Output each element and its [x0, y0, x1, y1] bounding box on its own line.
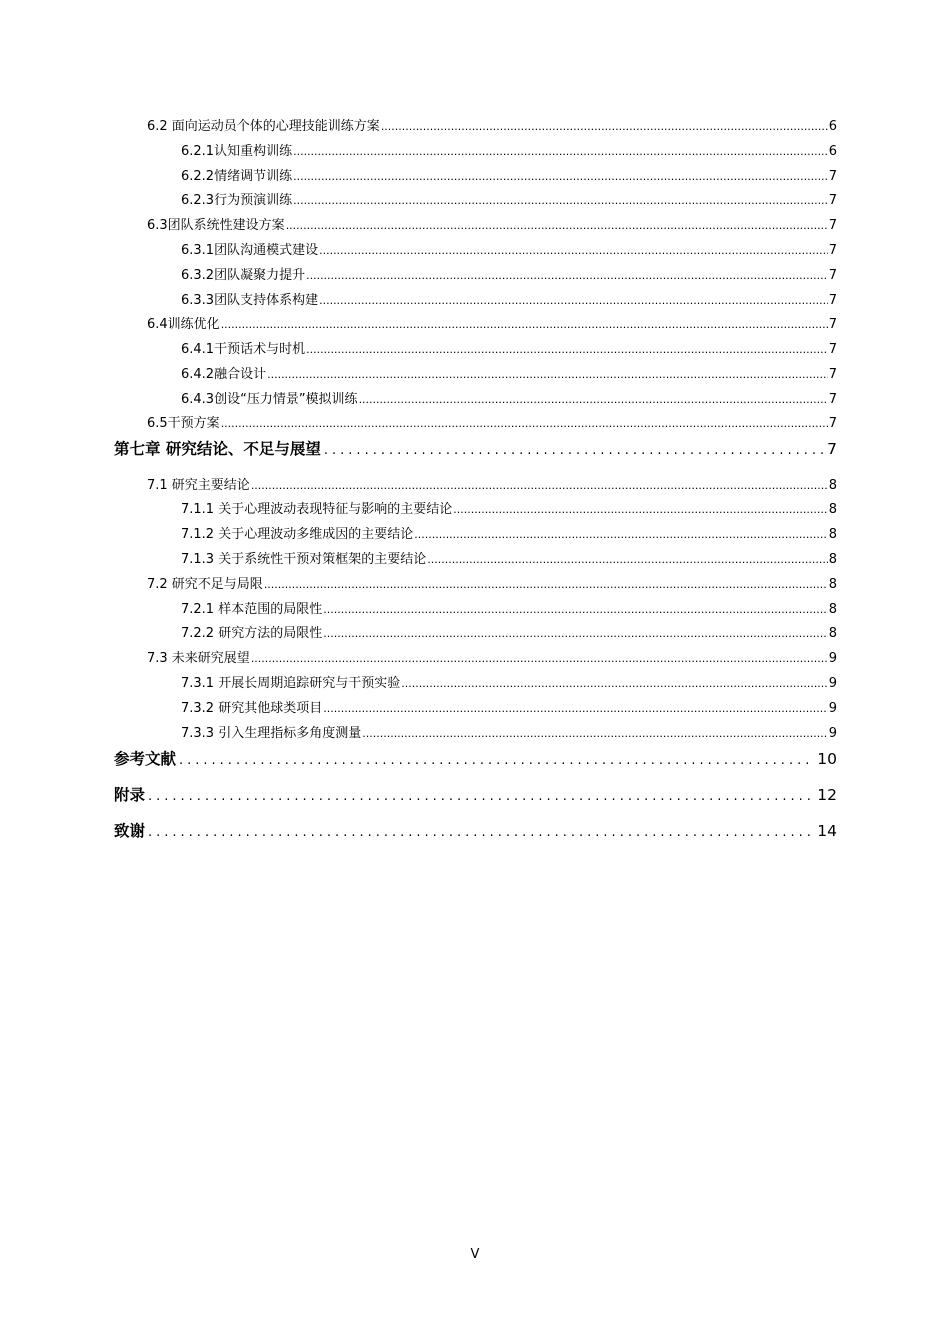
- toc-entry-page: 8: [828, 577, 837, 592]
- toc-entry[interactable]: [147, 479, 837, 492]
- toc-entry-page: 7: [828, 416, 837, 431]
- toc-entry-page: 8: [828, 478, 837, 493]
- toc-entry[interactable]: [181, 677, 837, 690]
- toc-entry[interactable]: [181, 727, 837, 740]
- toc-dot-leader: [293, 146, 828, 157]
- toc-entry-page: 9: [828, 701, 837, 716]
- toc-entry[interactable]: [147, 120, 837, 133]
- toc-entry-title: 6.3团队系统性建设方案: [147, 218, 285, 233]
- toc-entry[interactable]: [181, 343, 837, 356]
- toc-dot-leader: [293, 195, 828, 206]
- toc-entry-page: 8: [828, 502, 837, 517]
- toc-entry[interactable]: [181, 269, 837, 282]
- toc-entry-title: 6.2.1认知重构训练: [181, 144, 293, 159]
- toc-entry-page: 7: [828, 317, 837, 332]
- toc-entry-page: 7: [828, 193, 837, 208]
- toc-entry-title: 6.4.2融合设计: [181, 367, 267, 382]
- toc-entry-page: 7: [828, 392, 837, 407]
- toc-entry[interactable]: [147, 652, 837, 665]
- toc-entry[interactable]: [181, 194, 837, 207]
- toc-entry-title: 6.4训练优化: [147, 317, 220, 332]
- toc-chapter-title: 致谢: [114, 822, 146, 840]
- toc-dot-leader: [306, 344, 828, 355]
- toc-dot-leader: [148, 790, 814, 803]
- toc-entry-title: 7.2.1 样本范围的局限性: [181, 602, 323, 617]
- toc-entry-page: 9: [828, 651, 837, 666]
- toc-entry[interactable]: [181, 553, 837, 566]
- toc-entry-page: 8: [828, 602, 837, 617]
- toc-entry[interactable]: [181, 393, 837, 406]
- toc-dot-leader: [323, 628, 828, 639]
- toc-entry-page: 8: [828, 626, 837, 641]
- toc-entry-title: 7.1.3 关于系统性干预对策框架的主要结论: [181, 552, 427, 567]
- toc-entry-page: 12: [817, 786, 837, 804]
- toc-chapter-entry[interactable]: [114, 788, 837, 804]
- toc-entry-title: 7.2.2 研究方法的局限性: [181, 626, 323, 641]
- toc-entry-page: 7: [828, 268, 837, 283]
- toc-dot-leader: [401, 678, 828, 689]
- toc-entry-page: 8: [828, 552, 837, 567]
- toc-entry[interactable]: [147, 318, 837, 331]
- toc-entry-title: 7.3.1 开展长周期追踪研究与干预实验: [181, 676, 401, 691]
- toc-entry-page: 7: [828, 342, 837, 357]
- toc-dot-leader: [414, 529, 828, 540]
- toc-entry-page: 10: [817, 750, 837, 768]
- toc-dot-leader: [251, 480, 828, 491]
- toc-entry[interactable]: [181, 603, 837, 616]
- toc-entry-title: 6.4.1干预话术与时机: [181, 342, 306, 357]
- toc-entry-page: 7: [827, 440, 837, 458]
- toc-entry[interactable]: [147, 417, 837, 430]
- toc-entry-title: 7.3.2 研究其他球类项目: [181, 701, 323, 716]
- toc-entry-page: 6: [828, 144, 837, 159]
- toc-dot-leader: [323, 703, 828, 714]
- toc-entry-title: 7.1 研究主要结论: [147, 478, 250, 493]
- toc-entry-title: 6.3.1团队沟通模式建设: [181, 243, 319, 258]
- toc-entry[interactable]: [181, 170, 837, 183]
- toc-entry-page: 9: [828, 726, 837, 741]
- toc-entry[interactable]: [181, 244, 837, 257]
- toc-entry[interactable]: [181, 528, 837, 541]
- toc-entry-title: 6.2.2情绪调节训练: [181, 169, 293, 184]
- toc-entry-title: 6.3.2团队凝聚力提升: [181, 268, 306, 283]
- toc-chapter-title: 参考文献: [114, 750, 177, 768]
- toc-entry[interactable]: [181, 702, 837, 715]
- toc-dot-leader: [323, 604, 828, 615]
- toc-entry-page: 8: [828, 527, 837, 542]
- toc-dot-leader: [148, 826, 814, 839]
- toc-chapter-entry[interactable]: [114, 752, 837, 768]
- toc-dot-leader: [427, 554, 828, 565]
- toc-dot-leader: [179, 754, 814, 767]
- toc-entry-title: 7.1.2 关于心理波动多维成因的主要结论: [181, 527, 414, 542]
- toc-entry-page: 7: [828, 169, 837, 184]
- toc-entry-page: 6: [828, 119, 837, 134]
- toc-entry-page: 7: [828, 243, 837, 258]
- toc-entry-title: 7.2 研究不足与局限: [147, 577, 263, 592]
- toc-entry-title: 6.2.3行为预演训练: [181, 193, 293, 208]
- toc-dot-leader: [453, 504, 828, 515]
- toc-dot-leader: [221, 319, 828, 330]
- toc-entry-title: 6.5干预方案: [147, 416, 220, 431]
- toc-dot-leader: [319, 295, 828, 306]
- toc-entry-page: 7: [828, 218, 837, 233]
- toc-entry-title: 7.3 未来研究展望: [147, 651, 250, 666]
- toc-entry-title: 6.3.3团队支持体系构建: [181, 293, 319, 308]
- toc-entry-page: 7: [828, 293, 837, 308]
- toc-dot-leader: [267, 369, 828, 380]
- toc-dot-leader: [319, 245, 828, 256]
- toc-entry-page: 14: [817, 822, 837, 840]
- toc-entry[interactable]: [147, 578, 837, 591]
- toc-dot-leader: [251, 653, 828, 664]
- toc-entry[interactable]: [181, 145, 837, 158]
- toc-entry-title: 7.3.3 引入生理指标多角度测量: [181, 726, 362, 741]
- toc-dot-leader: [362, 728, 828, 739]
- toc-entry[interactable]: [181, 627, 837, 640]
- toc-entry[interactable]: [181, 294, 837, 307]
- toc-dot-leader: [381, 121, 828, 132]
- toc-chapter-entry[interactable]: [114, 824, 837, 840]
- toc-dot-leader: [306, 270, 828, 281]
- toc-dot-leader: [264, 579, 828, 590]
- toc-dot-leader: [293, 171, 828, 182]
- toc-entry[interactable]: [181, 503, 837, 516]
- toc-chapter-title: 附录: [114, 786, 146, 804]
- toc-dot-leader: [324, 444, 824, 457]
- toc-entry-page: 7: [828, 367, 837, 382]
- toc-dot-leader: [359, 394, 828, 405]
- toc-chapter-title: 第七章 研究结论、不足与展望: [114, 440, 321, 458]
- toc-entry-page: 9: [828, 676, 837, 691]
- toc-entry-title: 6.4.3创设“压力情景”模拟训练: [181, 392, 358, 407]
- toc-entry-title: 7.1.1 关于心理波动表现特征与影响的主要结论: [181, 502, 453, 517]
- toc-entry[interactable]: [181, 368, 837, 381]
- toc-entry-title: 6.2 面向运动员个体的心理技能训练方案: [147, 119, 380, 134]
- toc-dot-leader: [286, 220, 828, 231]
- toc-entry[interactable]: [147, 219, 837, 232]
- toc-dot-leader: [221, 418, 828, 429]
- toc-chapter-entry[interactable]: [114, 442, 837, 458]
- page-number: V: [470, 1247, 480, 1262]
